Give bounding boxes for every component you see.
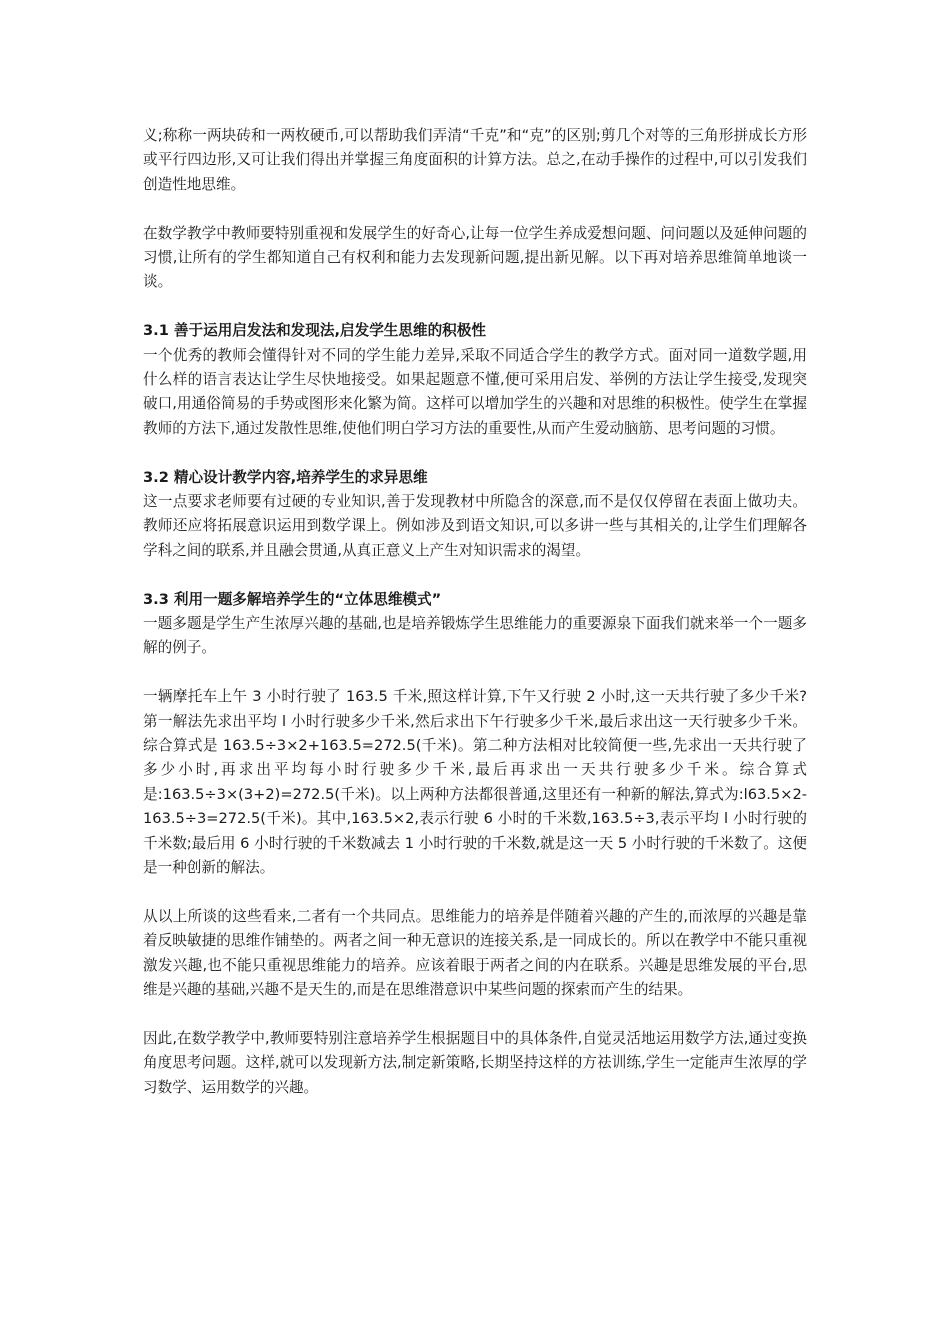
section-heading-3-3: 3.3 利用一题多解培养学生的“立体思维模式” (143, 590, 442, 608)
paragraph-final: 因此,在数学教学中,教师要特别注意培养学生根据题目中的具体条件,自觉灵活地运用数学方法,通过变换角度思考问题。这样,就可以发现新方法,制定新策略,长期坚持这样的方祛训练,学生一定能声生浓厚的学习数学、运用数学的兴趣。 (143, 1029, 807, 1096)
paragraph-gap (143, 881, 807, 905)
section-heading-3-2: 3.2 精心设计教学内容,培养学生的求异思维 (143, 468, 428, 486)
paragraph-gap (143, 1003, 807, 1027)
paragraph-conclusion: 从以上所谈的这些看来,二者有一个共同点。思维能力的培养是伴随着兴趣的产生的,而浓厚的兴趣是靠着反映敏捷的思维作铺垫的。两者之间一种无意识的连接关系,是一同成长的。所以在教学中不能只重视激发兴趣,也不能只重视思维能力的培养。应该着眼于两者之间的内在联系。兴趣是思维发展的平台,思维是兴趣的基础,兴趣不是天生的,而是在思维潜意识中某些问题的探索而产生的结果。 (143, 907, 807, 999)
paragraph-example-problem: 一辆摩托车上午 3 小时行驶了 163.5 千米,照这样计算,下午又行驶 2 小时,这一天共行驶了多少千米?第一解法先求出平均 l 小时行驶多少千米,然后求出下午行驶多少千米,最后求出这一天行驶多少千米。综合算式是 163.5÷3×2+163.5=272.5(千米)。第二种方法相对比较简便一些,先求出一天共行驶了多少小时,再求出平均每小时行驶多少千米,最后再求出一天共行驶多少千米。综合算式是:163.5÷3×(3+2)=272.5(千米)。以上两种方法都很普通,这里还有一种新的解法,算式为:l63.5×2-163.5÷3=272.5(千米)。其中,163.5×2,表示行驶 6 小时的千米数,163.5÷3,表示平均 l 小时行驶的千米数;最后用 6 小时行驶的千米数减去 1 小时行驶的千米数,就是这一天 5 小时行驶的千米数了。这便是一种创新的解法。 (143, 688, 807, 877)
paragraph-section-3-1: 一个优秀的教师会懂得针对不同的学生能力差异,采取不同适合学生的教学方式。面对同一道数学题,用什么样的语言表达让学生尽快地接受。如果起题意不懂,便可采用启发、举例的方法让学生接受,发现突破口,用通俗简易的手势或图形来化繁为简。这样可以增加学生的兴趣和对思维的积极性。使学生在掌握教师的方法下,通过发散性思维,使他们明白学习方法的重要性,从而产生爱动脑筋、思考问题的习惯。 (143, 346, 807, 437)
paragraph-gap (143, 563, 807, 587)
paragraph-gap (143, 295, 807, 319)
paragraph-intro-continued: 义;称称一两块砖和一两枚硬币,可以帮助我们弄清“千克”和“克”的区别;剪几个对等的三角形拼成长方形或平行四边形,又可让我们得出并掌握三角度面积的计算方法。总之,在动手操作的过程中,可以引发我们创造性地思维。 (143, 127, 807, 193)
paragraph-gap (143, 441, 807, 465)
paragraph-section-3-2: 这一点要求老师要有过硬的专业知识,善于发现教材中所隐含的深意,而不是仅仅停留在表面上做功夫。教师还应将拓展意识运用到数学课上。例如涉及到语文知识,可以多讲一些与其相关的,让学生们理解各学科之间的联系,并且融会贯通,从真正意义上产生对知识需求的渴望。 (143, 493, 807, 559)
paragraph-gap (143, 197, 807, 221)
section-heading-3-1: 3.1 善于运用启发法和发现法,启发学生思维的积极性 (143, 322, 486, 340)
paragraph-section-3-3: 一题多题是学生产生浓厚兴趣的基础,也是培养锻炼学生思维能力的重要源泉下面我们就来举一个一题多解的例子。 (143, 615, 807, 657)
paragraph-gap (143, 661, 807, 685)
document-body (143, 124, 807, 1100)
paragraph-curiosity: 在数学教学中教师要特别重视和发展学生的好奇心,让每一位学生养成爱想问题、问问题以及延伸问题的习惯,让所有的学生都知道自己有权利和能力去发现新问题,提出新见解。以下再对培养思维简单地谈一谈。 (143, 224, 807, 291)
